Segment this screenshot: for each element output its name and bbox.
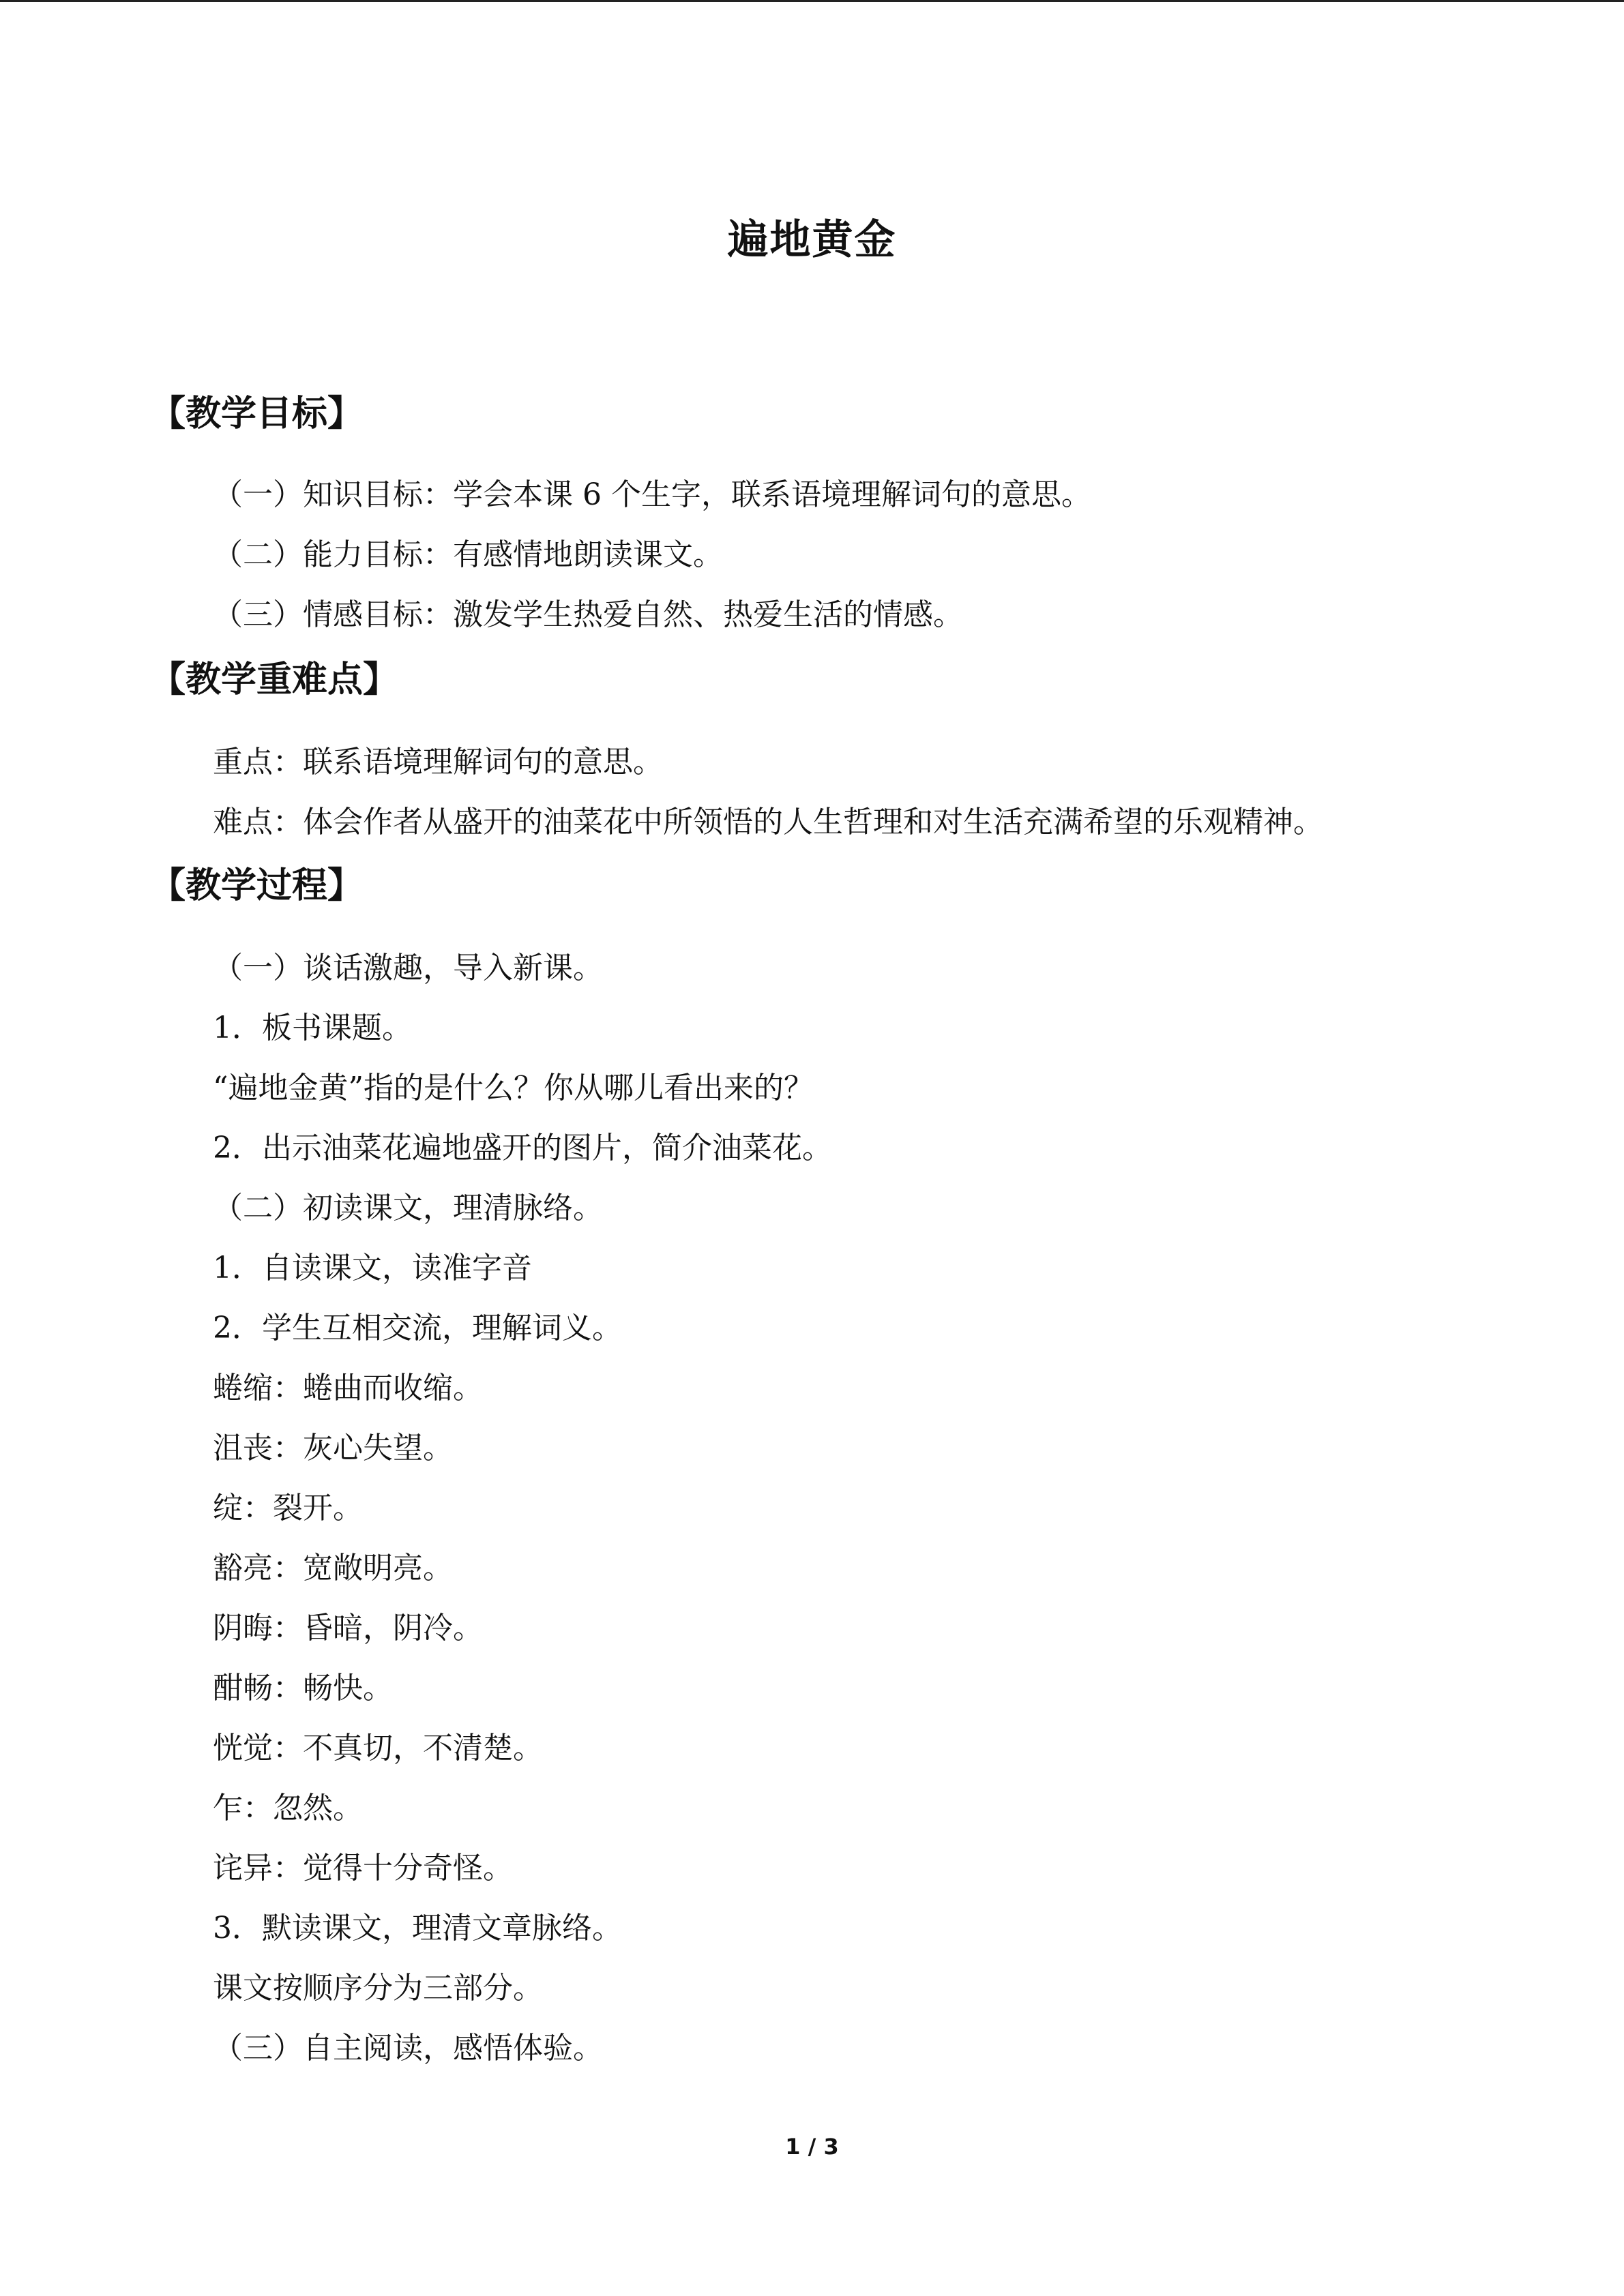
section-heading-objectives: 【教学目标】 (150, 393, 364, 434)
vocab-line: 绽：裂开。 (213, 1491, 363, 1525)
section-heading-process: 【教学过程】 (150, 865, 364, 906)
objective-knowledge: （一）知识目标：学会本课 6 个生字，联系语境理解词句的意思。 (213, 477, 1091, 512)
process-line: 1．板书课题。 (213, 1011, 412, 1045)
objective-emotion: （三）情感目标：激发学生热爱自然、热爱生活的情感。 (213, 597, 963, 632)
process-line: 3．默读课文，理清文章脉络。 (213, 1911, 622, 1945)
objective-ability: （二）能力目标：有感情地朗读课文。 (213, 537, 723, 572)
process-line: （三）自主阅读，感悟体验。 (213, 2031, 603, 2066)
document-title: 遍地黄金 (727, 216, 897, 264)
key-point-line: 重点：联系语境理解词句的意思。 (213, 745, 663, 779)
vocab-line: 阴晦：昏暗，阴冷。 (213, 1611, 483, 1645)
vocab-line: 蜷缩：蜷曲而收缩。 (213, 1371, 483, 1405)
section-heading-key-points: 【教学重难点】 (150, 659, 399, 700)
vocab-line: 乍：忽然。 (213, 1791, 363, 1825)
process-line: （二）初读课文，理清脉络。 (213, 1191, 603, 1225)
vocab-line: 酣畅：畅快。 (213, 1671, 393, 1705)
top-border-rule (0, 0, 1624, 2)
vocab-line: 沮丧：灰心失望。 (213, 1431, 453, 1465)
process-line: 2．学生互相交流，理解词义。 (213, 1311, 622, 1345)
process-line: 课文按顺序分为三部分。 (213, 1971, 543, 2006)
difficult-point-line: 难点：体会作者从盛开的油菜花中所领悟的人生哲理和对生活充满希望的乐观精神。 (213, 805, 1323, 839)
vocab-line: 诧异：觉得十分奇怪。 (213, 1851, 513, 1885)
process-line: 2．出示油菜花遍地盛开的图片，简介油菜花。 (213, 1131, 832, 1165)
process-line: （一）谈话激趣，导入新课。 (213, 951, 603, 985)
vocab-line: 豁亮：宽敞明亮。 (213, 1551, 453, 1585)
process-line: 1．自读课文，读准字音 (213, 1251, 532, 1285)
process-line: “遍地金黄”指的是什么？你从哪儿看出来的？ (213, 1071, 814, 1105)
vocab-line: 恍觉：不真切，不清楚。 (213, 1731, 543, 1765)
page-number: 1 / 3 (785, 2134, 839, 2160)
